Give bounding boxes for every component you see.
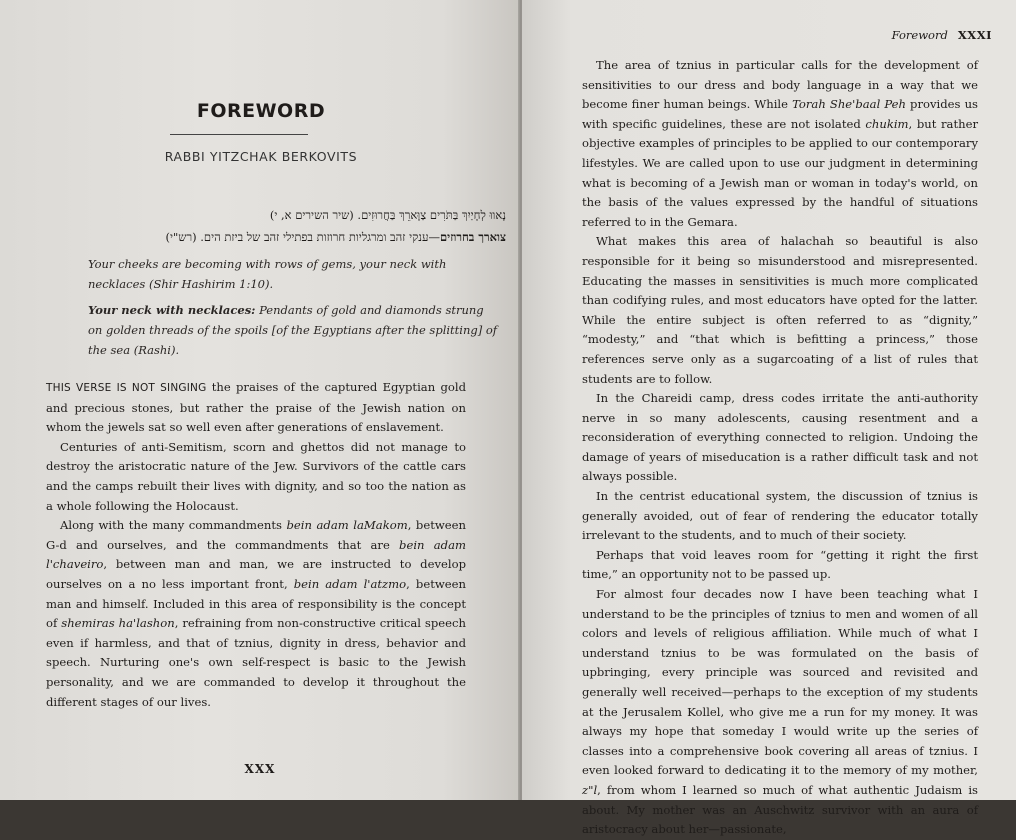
paragraph: Perhaps that void leaves room for “getting it right the first time,” an opportunity not to be passed up. [582, 547, 978, 582]
italic-term: bein adam l'chaveiro [46, 537, 466, 572]
hebrew-rashi-lead: צוארך בחרוזים [440, 230, 506, 244]
paragraph: Centuries of anti-Semitism, scorn and ghettos did not manage to destroy the aristocratic nature of the Jew. Survivors of the cattle cars and the camps rebuilt their lives with dignity, and so too the nation as a whole following the Holocaust. [46, 439, 466, 513]
paragraph: In the Chareidi camp, dress codes irritate the anti-authority nerve in so many adolescents, causing resentment and a reconsideration of everything connected to religion. Undoing the damage of years of miseducation is a rather difficult task and not always possible. [582, 391, 978, 484]
title-divider [170, 134, 308, 135]
page-number: XXXI [957, 28, 992, 42]
paragraph-text: , refraining from non-constructive critical speech even if harmless, and that of tznius, dignity in dress, behavior and speech. Nurturing one's own self-respect is basic to the Jewish personality, and we are commanded to develop it throughout the different stages of our lives. [46, 616, 466, 709]
paragraph-text: , but rather objective examples of principles to be applied to our contemporary lifestyles. We are called upon to use our judgment in determining what is becoming of a Jewish man or woman in today's world, on the basis of the values expressed by the handful of situations referred to in the Gemara. [582, 116, 978, 229]
paragraph-lead: THIS VERSE IS NOT SINGING [46, 382, 207, 394]
paragraph: In the centrist educational system, the discussion of tznius is generally avoided, out of fear of rendering the educator totally irrelevant to the students, and to much of their society. [582, 489, 978, 543]
hebrew-rashi [66, 226, 506, 248]
italic-term: bein adam l'atzmo [293, 576, 407, 591]
italic-term: chukim [865, 116, 909, 131]
italic-term: shemiras ha'lashon [61, 616, 175, 631]
translation-rashi-text: Pendants of gold and diamonds strung on golden threads of the spoils [of the Egyptians after the splitting] of the sea (Rashi). [88, 303, 498, 357]
left-page [0, 0, 520, 800]
paragraph-text: For almost four decades now I have been teaching what I understand to be the principles of tznius to men and women of all colors and levels of religious affiliation. While much of what I understand tznius to be was formulated on the basis of upbringing, every principle was sourced and revisited and generally well received—perhaps to the exception of my students at the Jerusalem Kollel, who give me a run for my money. It was always my hope that someday I would write up the series of classes into a comprehensive book covering all areas of tznius. I even looked forward to dedicating it to the memory of my mother, [582, 587, 978, 778]
paragraph [46, 516, 466, 712]
paragraph-text: , from whom I learned so much of what authentic Judaism is about. My mother was an Auschwitz survivor with an aura of aristocracy about her—passionate, [582, 782, 978, 837]
author-name: RABBI YITZCHAK BERKOVITS [164, 149, 358, 164]
paragraph-text: the praises of the captured Egyptian gold and precious stones, but rather the praise of the Jewish nation on whom the jewels sat so well even after generations of enslavement. [46, 380, 466, 435]
translation-rashi [88, 300, 498, 360]
paragraph-text: The area of tznius in particular calls for the development of sensitivities to our dress and body language in a way that we become finer human beings. While [582, 58, 978, 112]
running-head [582, 28, 992, 42]
translation-block [88, 254, 498, 360]
translation-rashi-lead: Your neck with necklaces: [88, 303, 256, 317]
right-body-text [582, 56, 978, 840]
right-page [522, 0, 1016, 837]
page-title: FOREWORD [196, 100, 326, 122]
paragraph [46, 378, 466, 438]
paragraph-text: , between man and himself. Included in this area of responsibility is the concept of [46, 576, 466, 631]
hebrew-rashi-text: —ענקי זהב ומרגליות חרוזות בפתילי זהב של ביזת הים. (רש"י) [165, 230, 440, 244]
italic-term: z"l [582, 782, 598, 797]
paragraph [582, 56, 978, 232]
left-body-text [46, 378, 466, 712]
hebrew-verse: נָאווּ לְחָיַיִךְ בַּתֹּרִים צַוָּארֵךְ בַּחֲרוּזִים. (שיר השירים א, י) [269, 208, 506, 222]
paragraph-text: , between man and man, we are instructed to develop ourselves on a no less important front, [46, 557, 466, 591]
paragraph-text: provides us with specific guidelines, these are not isolated [582, 97, 978, 131]
italic-term: Torah She'baal Peh [792, 97, 906, 112]
running-title: Foreword [891, 28, 948, 42]
paragraph [582, 585, 978, 840]
paragraph-text: Along with the many commandments [60, 518, 287, 533]
translation-verse: Your cheeks are becoming with rows of gems, your neck with necklaces (Shir Hashirim 1:10). [88, 257, 447, 291]
page-number: XXX [244, 762, 276, 776]
italic-term: bein adam laMakom [286, 518, 408, 533]
hebrew-verse-block [66, 204, 506, 248]
paragraph-text: , between G-d and ourselves, and the commandments that are [46, 518, 466, 552]
paragraph: What makes this area of halachah so beautiful is also responsible for it being so misunderstood and misrepresented. Educating the masses in sensitivities is much more complicated than codifying rules, and most educators have opted for the latter. While the entire subject is often referred to as “dignity,” “modesty,” and “that which is befitting a princess,” those references serve only as a sugarcoating of a list of rules that students are to follow. [582, 234, 978, 386]
